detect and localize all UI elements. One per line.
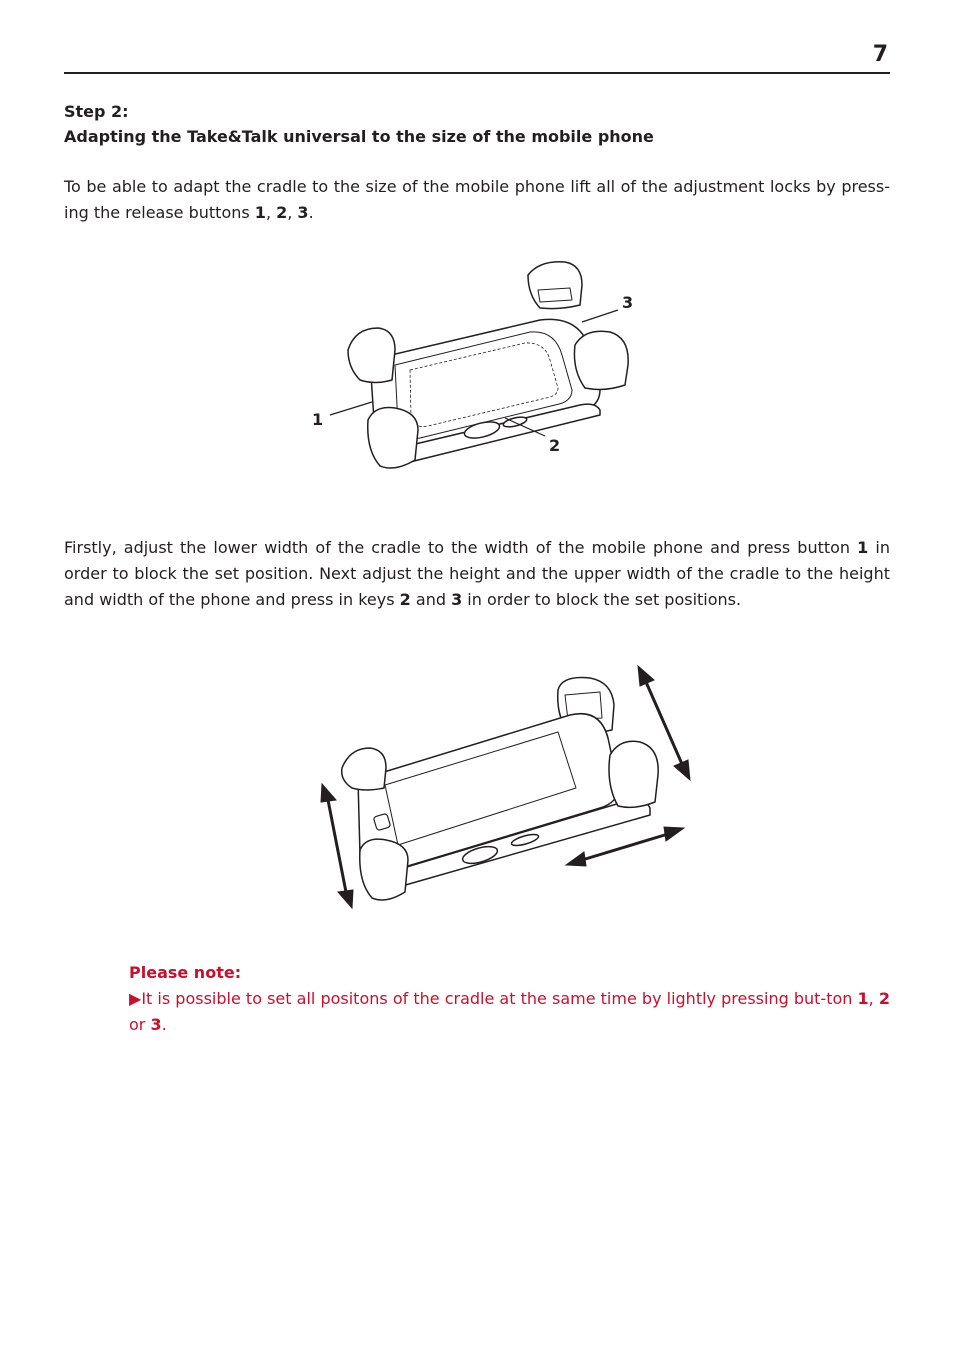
- button-ref-2: 2: [878, 989, 891, 1008]
- note-text: [129, 986, 890, 1038]
- note-title: Please note:: [129, 963, 242, 982]
- separator: or: [129, 1015, 151, 1034]
- callout-3: 3: [622, 293, 634, 312]
- separator: ,: [265, 203, 277, 222]
- please-note-box: [129, 960, 890, 1038]
- button-ref-1: 1: [857, 538, 869, 557]
- button-ref-1: 1: [254, 203, 266, 222]
- button-ref-2: 2: [276, 203, 288, 222]
- period: .: [161, 1015, 167, 1034]
- cradle-release-buttons-figure: [300, 250, 660, 490]
- note-body: It is possible to set all positons of the cradle at the same time by lightly pressing but-ton: [141, 989, 858, 1008]
- instructions-text: in order to block the set positions.: [462, 590, 742, 609]
- right-clamp: [574, 331, 628, 389]
- left-lower-clamp: [368, 408, 418, 469]
- callout-line-3: [582, 310, 618, 322]
- intro-text: To be able to adapt the cradle to the size of the mobile phone lift all of the adjustment locks by press-ing the release buttons: [64, 177, 890, 222]
- separator: ,: [868, 989, 879, 1008]
- cradle-with-phone-figure: [300, 660, 700, 920]
- button-ref-2: 2: [399, 590, 411, 609]
- page-number: 7: [872, 42, 888, 67]
- step-title: Adapting the Take&Talk universal to the size of the mobile phone: [64, 127, 654, 146]
- intro-paragraph: [64, 174, 890, 226]
- separator: ,: [287, 203, 298, 222]
- callout-2: 2: [549, 436, 561, 455]
- button-ref-3: 3: [150, 1015, 162, 1034]
- right-clamp: [609, 741, 658, 807]
- instructions-text: Firstly, adjust the lower width of the cradle to the width of the mobile phone and press button: [64, 538, 858, 557]
- callout-1: 1: [312, 410, 324, 429]
- header-rule: [64, 72, 890, 74]
- button-ref-3: 3: [451, 590, 463, 609]
- callout-line-1: [330, 402, 372, 415]
- button-ref-3: 3: [297, 203, 309, 222]
- bullet-icon: ▶: [129, 989, 142, 1008]
- left-upper-clamp: [348, 328, 395, 383]
- period: .: [308, 203, 314, 222]
- button-ref-1: 1: [857, 989, 869, 1008]
- instructions-text: in order to block the set position. Next adjust the height and the upper width of the cradle to the height and width of the phone and press in keys: [64, 538, 890, 609]
- instructions-text: and: [410, 590, 452, 609]
- instructions-paragraph: [64, 535, 890, 613]
- height-arrow-left: [321, 784, 353, 908]
- left-lower-clamp: [360, 839, 408, 900]
- left-upper-clamp: [342, 748, 386, 790]
- step-heading: [64, 99, 654, 149]
- step-label: Step 2:: [64, 102, 129, 121]
